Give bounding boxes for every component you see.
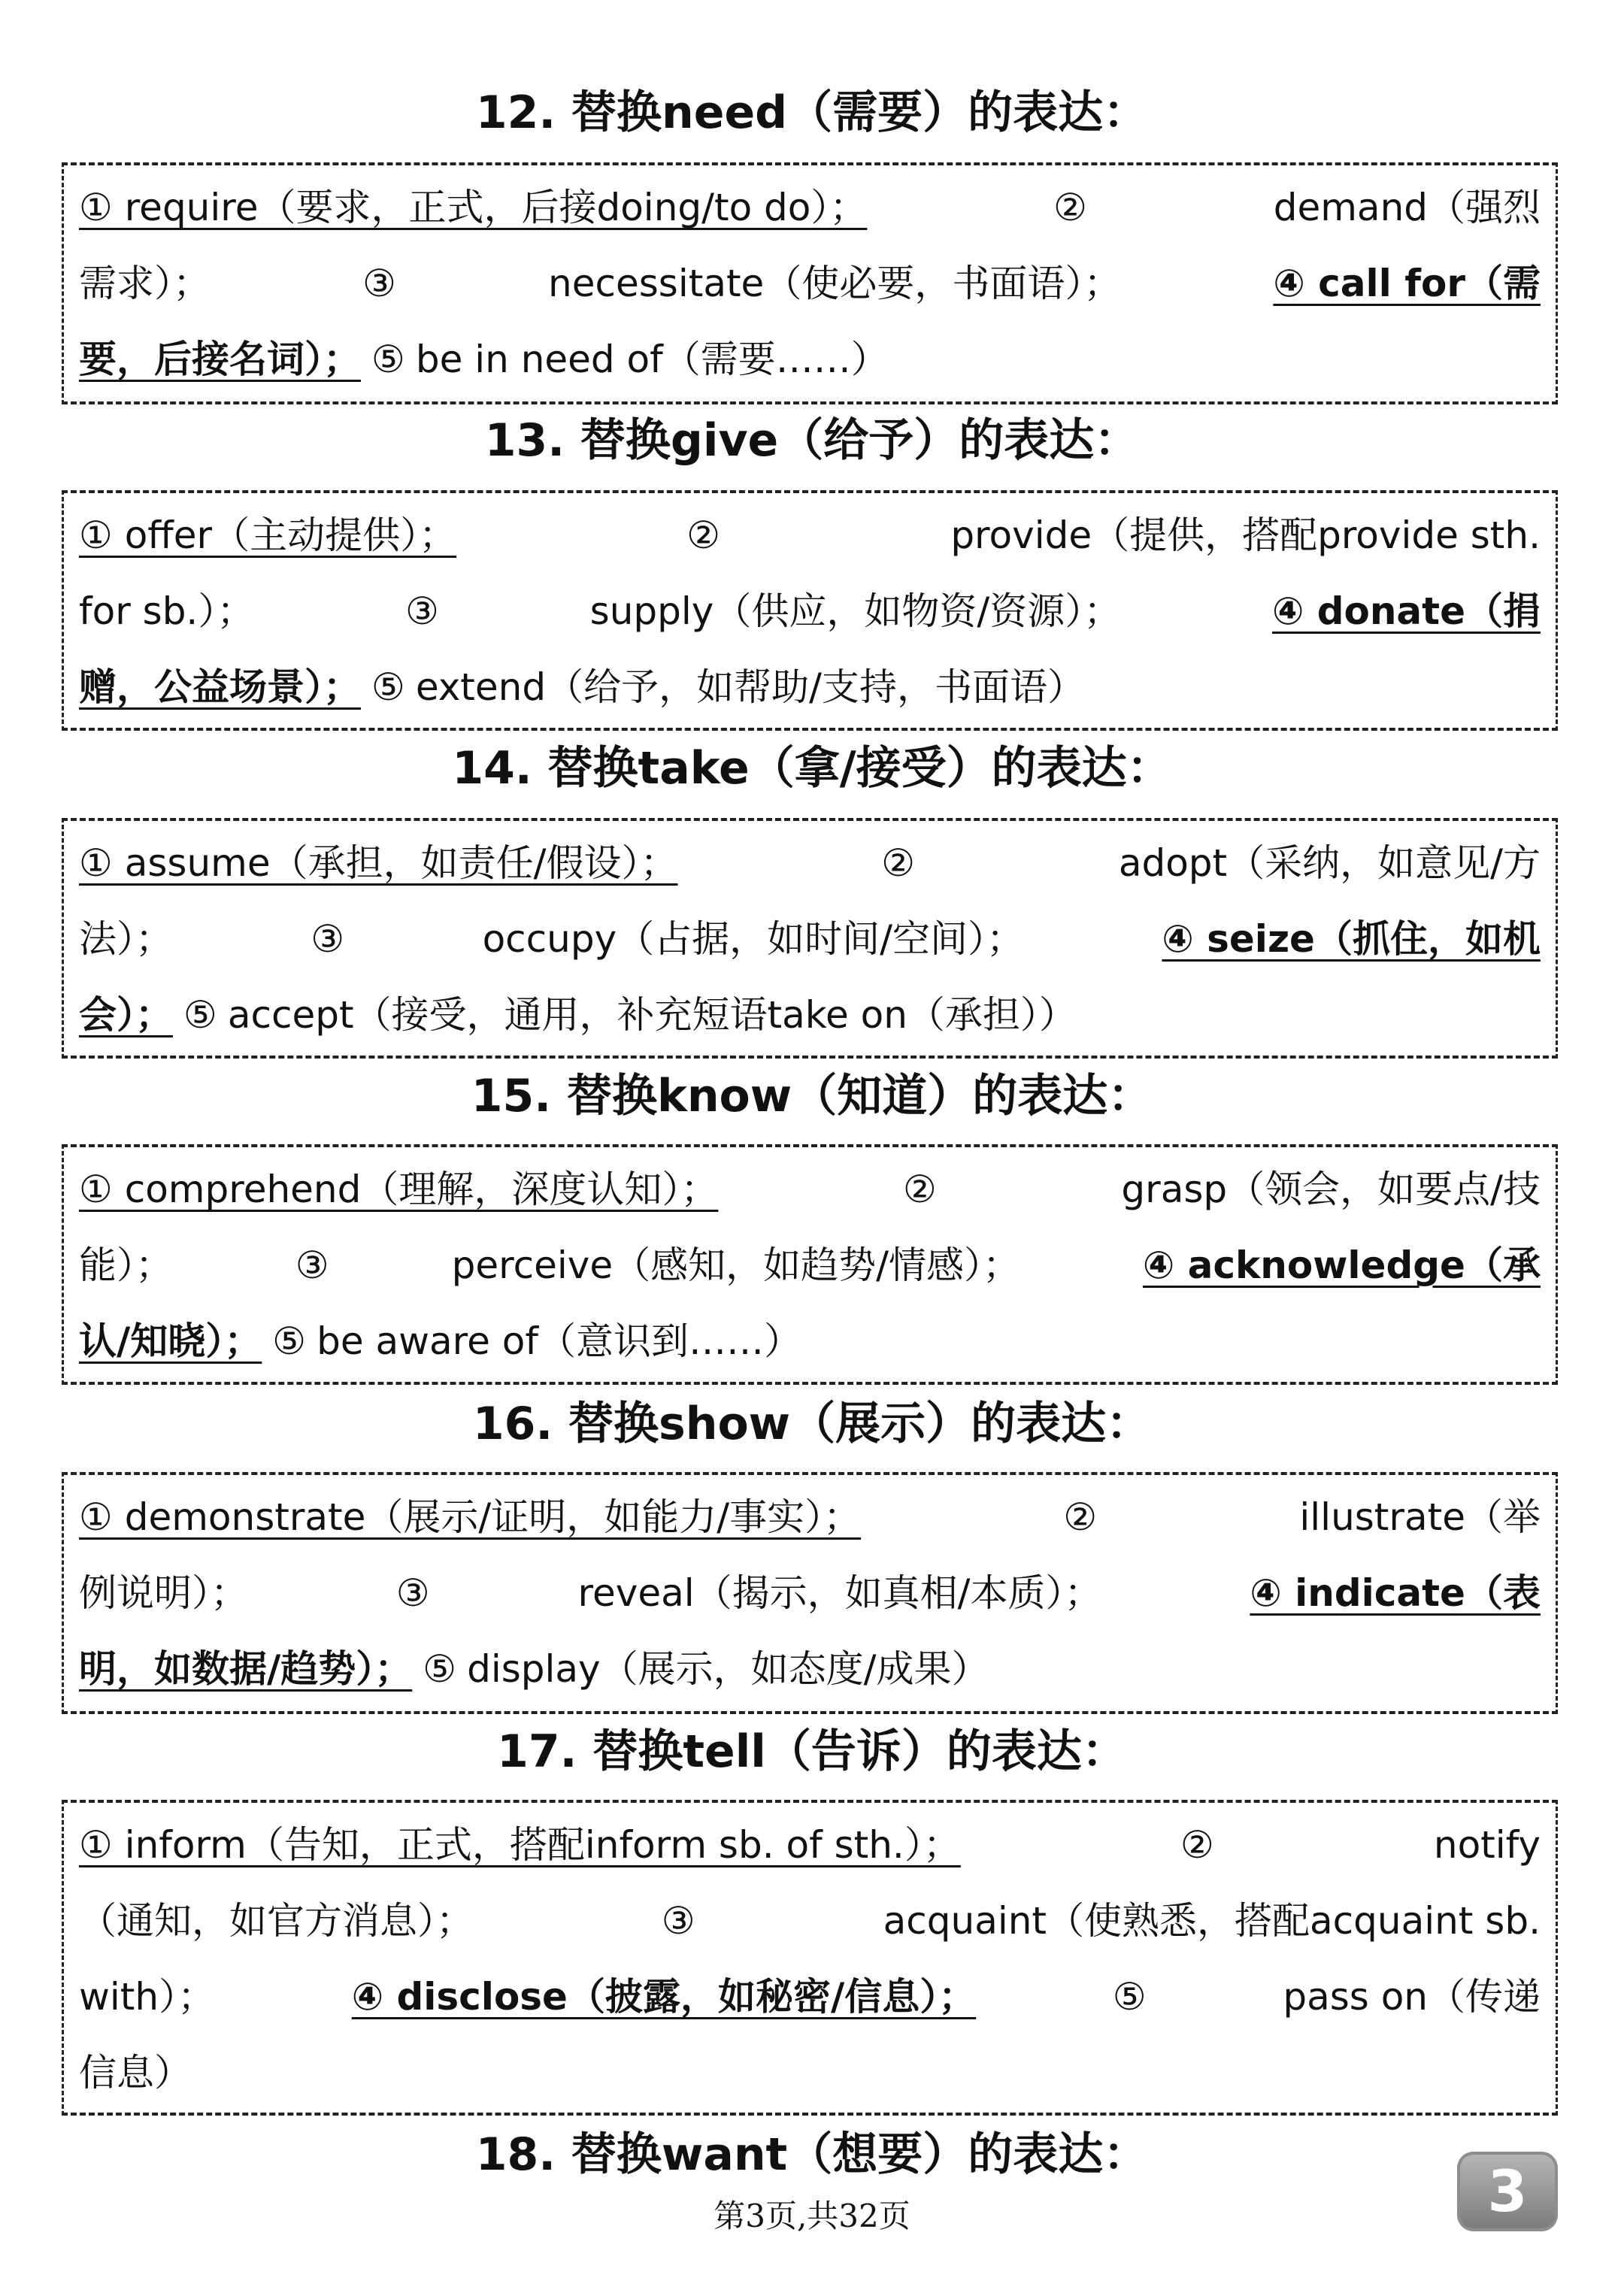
phrase: 例说明）； [79,1571,248,1615]
page-footer: 第3页,共32页 [714,2198,910,2234]
phrase: reveal（揭示，如真相/本质）； [577,1571,1102,1615]
circled-number: ② [686,513,721,557]
text-line [79,1152,1541,1228]
circled-number: ⑤ [423,1647,457,1691]
text-line [79,650,1541,725]
circled-number: ③ [311,917,345,961]
phrase: adopt（采纳，如意见/方 [1118,841,1541,885]
section-box-12 [62,162,1558,404]
underlined-phrase: 要，后接名词）； [79,338,361,381]
phrase: demand（强烈 [1273,186,1541,229]
circled-number: ② [902,1168,937,1211]
phrase: provide（提供，搭配provide sth. [950,513,1541,557]
underlined-phrase: 明，如数据/趋势）； [79,1647,413,1691]
underlined-phrase: ① assume（承担，如责任/假设）； [79,841,678,885]
section-title-13: 13. 替换give（给予）的表达： [484,414,1140,467]
phrase: display（展示，如态度/成果） [467,1647,989,1691]
text-line [79,1555,1541,1631]
phrase: （通知，如官方消息）； [79,1899,474,1943]
underlined-phrase: ④ disclose（披露，如秘密/信息）； [351,1975,977,2019]
phrase: with）； [79,1975,216,2019]
text-line [79,1304,1541,1380]
text-line [79,825,1541,901]
underlined-phrase: ① inform（告知，正式，搭配inform sb. of sth.）； [79,1823,961,1867]
text-line [79,498,1541,574]
phrase: extend（给予，如帮助/支持，书面语） [415,665,1085,709]
circled-number: ③ [395,1571,430,1615]
phrase: be aware of（意识到……） [317,1319,801,1363]
section-title-17: 17. 替换tell（告诉）的表达： [497,1725,1127,1778]
text-line [79,574,1541,650]
phrase: illustrate（举 [1299,1495,1541,1539]
phrase: 能）； [79,1243,173,1287]
text-line [79,1807,1541,1883]
phrase: pass on（传递 [1283,1975,1541,2019]
underlined-phrase: ① offer（主动提供）； [79,513,457,557]
phrase: grasp（领会，如要点/技 [1121,1168,1541,1211]
circled-number: ③ [661,1899,695,1943]
text-line [79,322,1541,398]
text-line [79,901,1541,977]
phrase: acquaint（使熟悉，搭配acquaint sb. [883,1899,1541,1943]
text-line [79,1959,1541,2035]
section-title-12: 12. 替换need（需要）的表达： [475,86,1149,139]
text-line [79,1480,1541,1555]
phrase: for sb.）； [79,589,255,633]
phrase: be in need of（需要……） [415,338,889,381]
circled-number: ② [1063,1495,1098,1539]
underlined-phrase: ④ seize（抓住，如机 [1162,917,1541,961]
phrase: 信息） [79,2051,192,2095]
circled-number: ② [1180,1823,1214,1867]
circled-number: ⑤ [272,1319,307,1363]
underlined-phrase: 认/知晓）； [79,1319,262,1363]
underlined-phrase: ① require（要求，正式，后接doing/to do）； [79,186,868,229]
circled-number: ⑤ [183,993,217,1037]
section-title-16: 16. 替换show（展示）的表达： [472,1398,1152,1450]
phrase: 法）； [79,917,173,961]
circled-number: ⑤ [1112,1975,1147,2019]
circled-number: ⑤ [371,338,405,381]
text-line [79,2035,1541,2111]
phrase: perceive（感知，如趋势/情感）； [451,1243,1020,1287]
underlined-phrase: ① demonstrate（展示/证明，如能力/事实）； [79,1495,862,1539]
phrase: notify [1433,1823,1541,1867]
underlined-phrase: ④ indicate（表 [1250,1571,1541,1615]
section-box-17 [62,1800,1558,2116]
underlined-phrase: ④ acknowledge（承 [1142,1243,1541,1287]
circled-number: ③ [405,589,439,633]
phrase: 需求）； [79,262,211,305]
circled-number: ⑤ [371,665,405,709]
section-box-15 [62,1144,1558,1385]
text-line [79,977,1541,1053]
page-number-badge: 3 [1457,2152,1558,2231]
text-line [79,1631,1541,1707]
circled-number: ③ [362,262,396,305]
underlined-phrase: 会）； [79,993,173,1037]
phrase: accept（接受，通用，补充短语take on（承担）） [227,993,1077,1037]
text-line [79,246,1541,322]
text-line [79,1228,1541,1304]
underlined-phrase: 赠，公益场景）； [79,665,361,709]
circled-number: ② [1053,186,1087,229]
section-box-14 [62,818,1558,1059]
section-box-16 [62,1472,1558,1714]
underlined-phrase: ① comprehend（理解，深度认知）； [79,1168,719,1211]
circled-number: ③ [295,1243,329,1287]
circled-number: ② [881,841,916,885]
text-line [79,1883,1541,1959]
section-title-15: 15. 替换know（知道）的表达： [471,1070,1153,1122]
underlined-phrase: ④ donate（捐 [1271,589,1541,633]
section-title-14: 14. 替换take（拿/接受）的表达： [452,742,1172,795]
text-line [79,170,1541,246]
section-box-13 [62,490,1558,731]
section-title-18: 18. 替换want（想要）的表达： [475,2128,1149,2181]
underlined-phrase: ④ call for（需 [1273,262,1541,305]
phrase: necessitate（使必要，书面语）； [548,262,1122,305]
phrase: occupy（占据，如时间/空间）； [482,917,1025,961]
phrase: supply（供应，如物资/资源）； [589,589,1122,633]
